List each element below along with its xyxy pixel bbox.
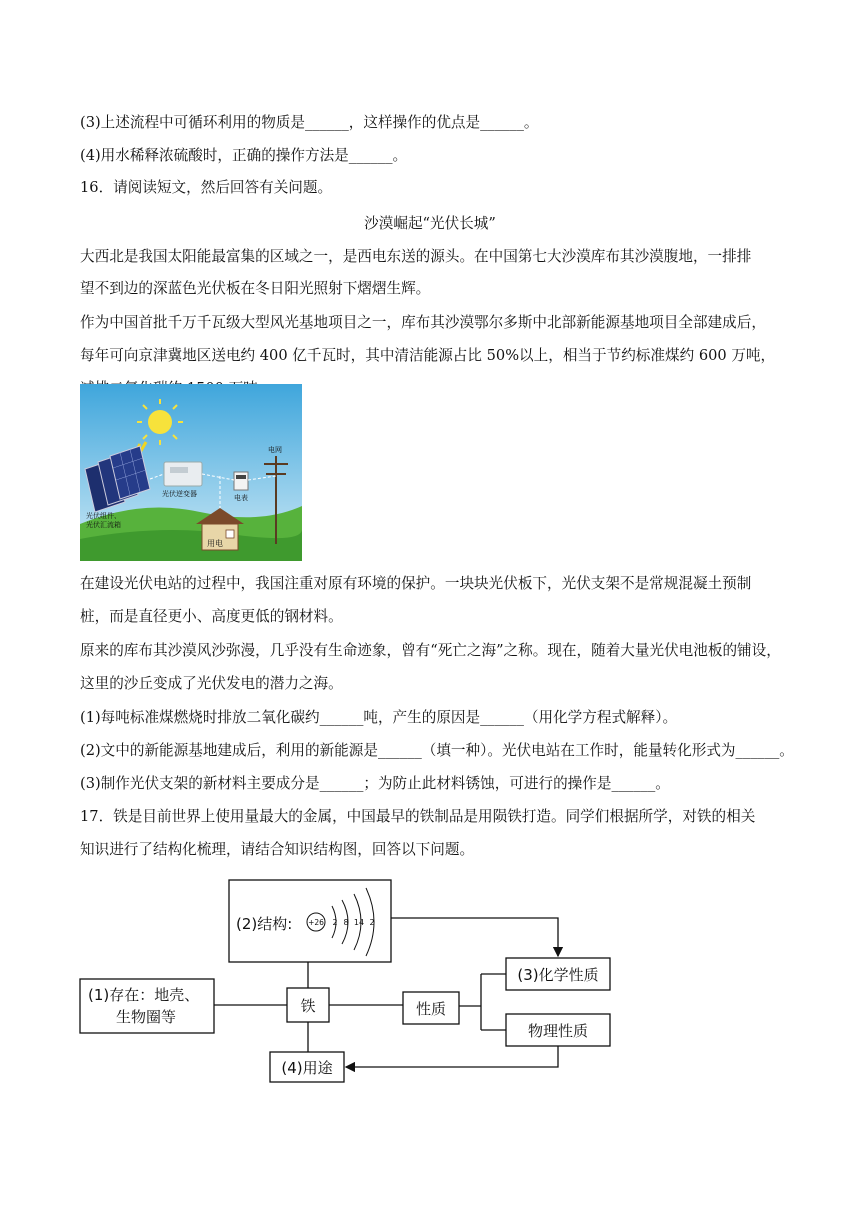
properties-label: 性质 bbox=[415, 1000, 447, 1018]
electron-count-3: 14 bbox=[353, 918, 365, 927]
electron-count-2: 8 bbox=[343, 918, 349, 927]
meter-label: 电表 bbox=[234, 494, 248, 502]
question-17-line-2: 知识进行了结构化梳理，请结合知识结构图，回答以下问题。 bbox=[80, 841, 475, 858]
paragraph-2-line-1: 作为中国首批千万千瓦级大型风光基地项目之一，库布其沙漠鄂尔多斯中北部新能源基地项目全部建成后， bbox=[80, 314, 766, 331]
paragraph-3-line-1: 在建设光伏电站的过程中，我国注重对原有环境的保护。一块块光伏板下，光伏支架不是常规混凝土预制 bbox=[80, 575, 752, 592]
question-16-2: (2)文中的新能源基地建成后，利用的新能源是______（填一种）。光伏电站在工作时，能量转化形式为______。 bbox=[80, 742, 794, 759]
question-17-line-1: 17．铁是目前世界上使用量最大的金属，中国最早的铁制品是用陨铁打造。同学们根据所学，对铁的相关 bbox=[80, 808, 756, 825]
structure-label: (2)结构: bbox=[236, 915, 293, 933]
grid-label: 电网 bbox=[268, 446, 282, 454]
house-label: 用电 bbox=[207, 539, 223, 548]
paragraph-2-line-2: 每年可向京津冀地区送电约 400 亿千瓦时，其中清洁能源占比 50%以上，相当于节约标准煤约 600 万吨， bbox=[80, 347, 776, 364]
paragraph-1-line-1: 大西北是我国太阳能最富集的区域之一，是西电东送的源头。在中国第七大沙漠库布其沙漠腹地，一排排 bbox=[80, 248, 752, 265]
paragraph-4-line-2: 这里的沙丘变成了光伏发电的潜力之海。 bbox=[80, 675, 343, 692]
panel-label-1: 光伏组件、 bbox=[86, 512, 121, 520]
paragraph-3-line-2: 桩，而是直径更小、高度更低的钢材料。 bbox=[80, 608, 343, 625]
article-title: 沙漠崛起“光伏长城” bbox=[364, 215, 496, 232]
electron-count-1: 2 bbox=[332, 918, 338, 927]
uses-label: (4)用途 bbox=[281, 1059, 333, 1077]
meter-icon bbox=[234, 472, 248, 490]
paragraph-1-line-2: 望不到边的深蓝色光伏板在冬日阳光照射下熠熠生辉。 bbox=[80, 280, 431, 297]
solar-power-illustration bbox=[80, 384, 302, 561]
existence-label-2: 生物圈等 bbox=[116, 1008, 177, 1026]
inverter-label: 光伏逆变器 bbox=[162, 490, 197, 498]
existence-label-1: (1)存在：地壳、 bbox=[88, 986, 200, 1004]
iron-label: 铁 bbox=[300, 997, 316, 1015]
nucleus-charge: +26 bbox=[308, 918, 324, 927]
electron-count-4: 2 bbox=[369, 918, 375, 927]
paragraph-4-line-1: 原来的库布其沙漠风沙弥漫，几乎没有生命迹象，曾有“死亡之海”之称。现在，随着大量光伏电池板的铺设， bbox=[80, 642, 781, 659]
question-15-3: (3)上述流程中可循环利用的物质是______，这样操作的优点是______。 bbox=[80, 114, 539, 131]
inverter-icon bbox=[164, 462, 202, 486]
iron-knowledge-diagram bbox=[76, 876, 624, 1088]
panel-label-2: 光伏汇流箱 bbox=[86, 521, 121, 529]
question-16-3: (3)制作光伏支架的新材料主要成分是______；为防止此材料锈蚀，可进行的操作是______。 bbox=[80, 775, 670, 792]
question-16-intro: 16．请阅读短文，然后回答有关问题。 bbox=[80, 179, 333, 196]
physical-properties-label: 物理性质 bbox=[527, 1022, 589, 1040]
question-16-1: (1)每吨标准煤燃烧时排放二氧化碳约______吨，产生的原因是______（用化学方程式解释）。 bbox=[80, 709, 678, 726]
question-15-4: (4)用水稀释浓硫酸时，正确的操作方法是______。 bbox=[80, 147, 408, 164]
chemical-properties-label: (3)化学性质 bbox=[517, 966, 599, 984]
